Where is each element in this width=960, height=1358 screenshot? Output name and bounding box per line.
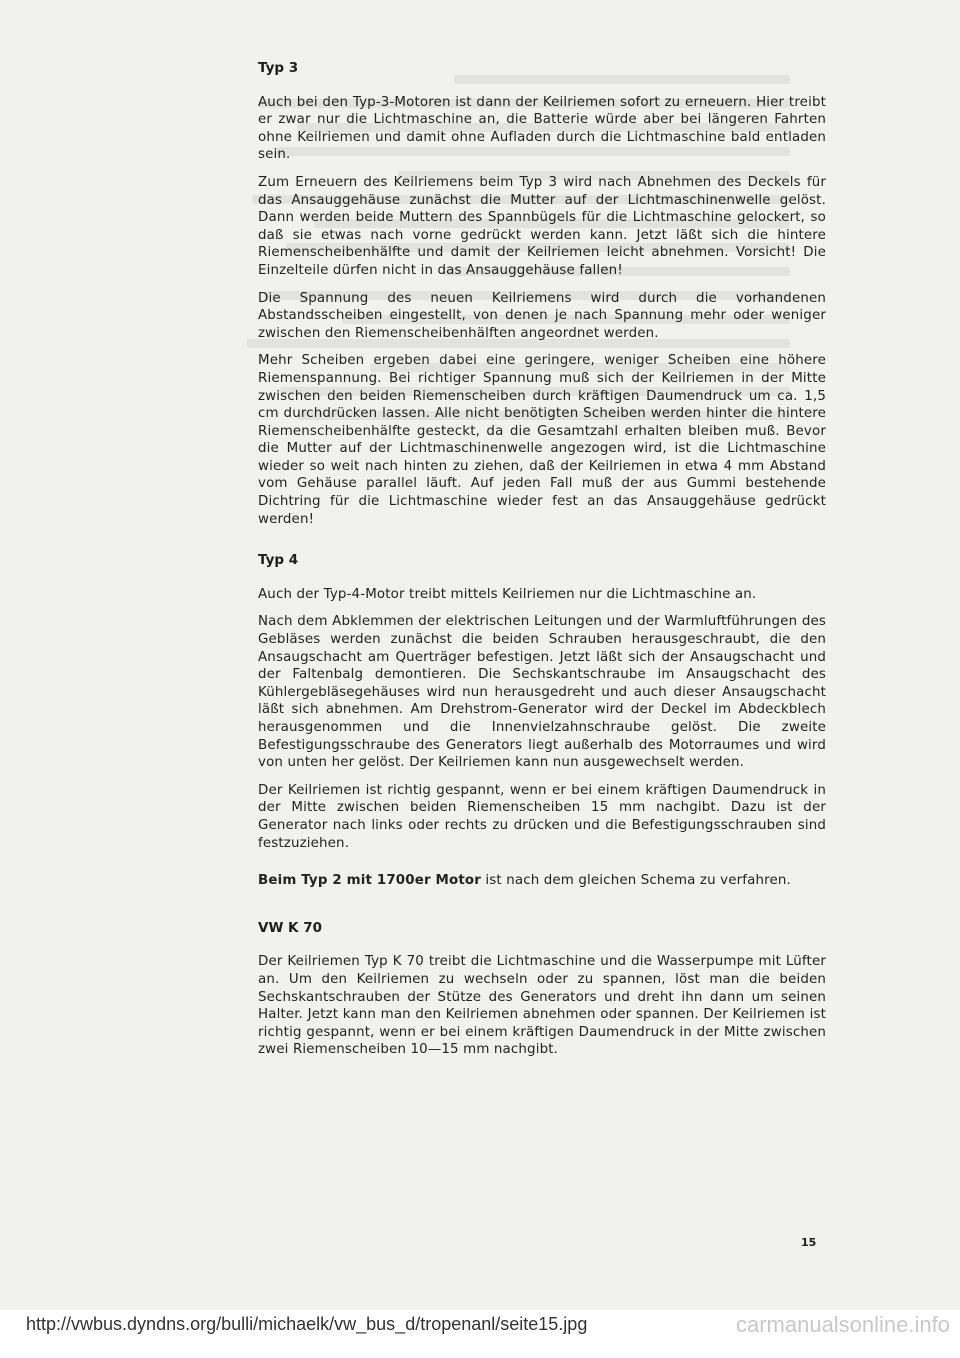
typ4-paragraph-3: Der Keilriemen ist richtig gespannt, wenn er bei einem kräftigen Daumendruck in der Mitte zwischen beiden Riemenscheiben 15 mm nachgibt. Dazu ist der Generator nach links oder rechts zu drücken und die Befestigungsschrauben sind festzuziehen. [258, 782, 826, 851]
typ4-paragraph-2: Nach dem Abklemmen der elektrischen Leitungen und der Warmluftführungen des Gebläses werden zunächst die beiden Schrauben herausgeschraubt, die den Ansaugschacht am Querträger befestigen. Jetzt läßt sich der Ansaugschacht und der Faltenbalg demontieren. Die Sechskantschraube im Ansaugschacht des Kühlergebläsegehäuses wird nun herausgedreht und auch dieser Ansaugschacht läßt sich abnehmen. Am Drehstrom-Generator wird der Deckel im Abdeckblech herausgenommen und die Innenvielzahnschraube gelöst. Die zweite Befestigungsschraube des Generators liegt außerhalb des Motorraumes und wird von unten her gelöst. Der Keilriemen kann nun ausgewechselt werden. [258, 614, 826, 771]
watermark-logo: carmanualsonline.info [735, 1312, 950, 1337]
typ3-paragraph-4: Mehr Scheiben ergeben dabei eine geringere, weniger Scheiben eine höhere Riemenspannung. Bei richtiger Spannung muß sich der Keilriemen in der Mitte zwischen den beiden Riemenscheiben durch kräftigen Daumendruck um ca. 1,5 cm durchdrücken lassen. Alle nicht benötigten Scheiben werden hinter die hintere Riemenscheibenhälfte gesteckt, da die Gesamtzahl erhalten bleiben muß. Bevor die Mutter auf der Lichtmaschinenwelle angezogen wird, ist die Lichtmaschine wieder so weit nach hinten zu ziehen, daß der Keilriemen in etwa 4 mm Abstand vom Gehäuse parallel läuft. Auf jeden Fall muß der aus Gummi bestehende Dichtring für die Lichtmaschine wieder fest an das Ansauggehäuse gedrückt werden! [258, 353, 826, 527]
source-url[interactable]: http://vwbus.dyndns.org/bulli/michaelk/vw_bus_d/tropenanl/seite15.jpg [26, 1314, 588, 1334]
heading-typ4: Typ 4 [258, 552, 299, 569]
heading-k70: VW K 70 [258, 919, 322, 936]
page-body [258, 60, 826, 1069]
typ2-note-bold: Beim Typ 2 mit 1700er Motor [258, 873, 481, 889]
typ4-paragraph-1: Auch der Typ-4-Motor treibt mittels Keilriemen nur die Lichtmaschine an. [258, 586, 757, 602]
page-number: 15 [801, 1236, 817, 1249]
heading-typ3: Typ 3 [258, 60, 299, 76]
typ2-note [258, 872, 826, 890]
k70-paragraph-1: Der Keilriemen Typ K 70 treibt die Lichtmaschine und die Wasserpumpe mit Lüfter an. Um den Keilriemen zu wechseln oder zu spannen, löst man die beiden Sechskantschrauben der Stütze des Generators und dreht ihn dann um seinen Halter. Jetzt kann man den Keilriemen abnehmen oder spannen. Der Keilriemen ist richtig gespannt, wenn er bei einem kräftigen Daumendruck in der Mitte zwischen zwei Riemenscheiben 10—15 mm nachgibt. [258, 954, 826, 1058]
typ3-paragraph-2: Zum Erneuern des Keilriemens beim Typ 3 wird nach Abnehmen des Deckels für das Ansauggehäuse zunächst die Mutter auf der Lichtmaschinenwelle gelöst. Dann werden beide Muttern des Spannbügels für die Lichtmaschine gelockert, so daß sie etwas nach vorne gedrückt werden kann. Jetzt läßt sich die hintere Riemenscheibenhälfte und damit der Keilriemen leicht abnehmen. Vorsicht! Die Einzelteile dürfen nicht in das Ansauggehäuse fallen! [258, 174, 826, 278]
typ2-note-rest: ist nach dem gleichen Schema zu verfahren. [481, 873, 791, 889]
typ3-paragraph-3: Die Spannung des neuen Keilriemens wird durch die vorhandenen Abstandsscheiben eingestellt, von denen je nach Spannung mehr oder weniger zwischen den Riemenscheibenhälften angeordnet werden. [258, 290, 826, 341]
typ3-paragraph-1: Auch bei den Typ-3-Motoren ist dann der Keilriemen sofort zu erneuern. Hier treibt er zwar nur die Lichtmaschine an, die Batterie würde aber bei längeren Fahrten ohne Keilriemen und damit ohne Aufladen durch die Lichtmaschine bald entladen sein. [258, 94, 826, 163]
